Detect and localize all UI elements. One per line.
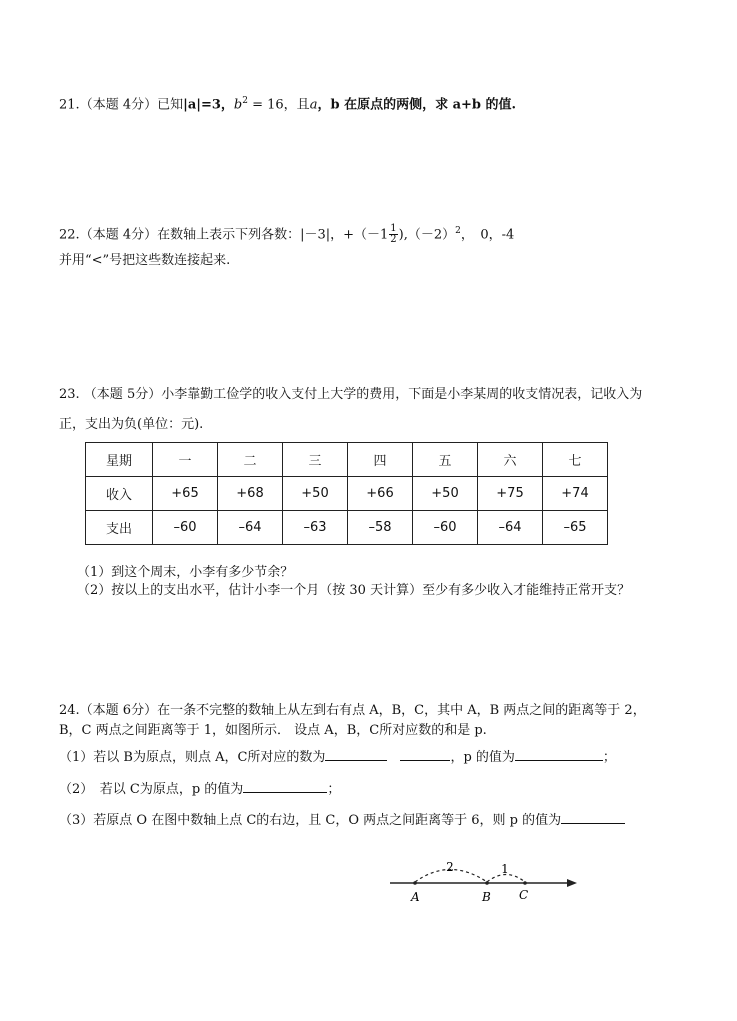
q22-number: 22. bbox=[59, 227, 80, 243]
table-cell: –60 bbox=[413, 511, 478, 545]
q24-sub3 bbox=[59, 809, 625, 832]
q24-line2: B，C 两点之间距离等于 1，如图所示． 设点 A，B，C所对应数的和是 p. bbox=[59, 723, 487, 738]
table-cell: 星期 bbox=[86, 443, 153, 477]
point-a bbox=[413, 881, 417, 885]
q22-items-b: ),（－2） bbox=[398, 227, 456, 243]
answer-blank-p2[interactable] bbox=[243, 778, 327, 793]
q23-line1: 23. （本题 5分）小李靠勤工俭学的收入支付上大学的费用，下面是小李某周的收支情况表，记收入为 bbox=[59, 387, 643, 402]
table-cell: +66 bbox=[348, 477, 413, 511]
q22-frac-numerator: 1 bbox=[390, 223, 397, 235]
q24-sub2-text: （2） 若以 C为原点，p 的值为 bbox=[59, 782, 244, 797]
table-cell: 二 bbox=[218, 443, 283, 477]
q21-number: 21. bbox=[59, 97, 80, 113]
answer-blank-p3[interactable] bbox=[561, 809, 625, 824]
table-cell: +68 bbox=[218, 477, 283, 511]
table-cell: –64 bbox=[478, 511, 543, 545]
table-cell: 三 bbox=[283, 443, 348, 477]
q24-sub3-text: （3）若原点 O 在图中数轴上点 C的右边，且 C，O 两点之间距离等于 6，则 p 的值为 bbox=[59, 813, 562, 828]
table-row-header bbox=[86, 443, 608, 477]
q22-line2: 并用“<”号把这些数连接起来. bbox=[59, 253, 231, 268]
q23-table bbox=[85, 442, 608, 545]
table-cell: –58 bbox=[348, 511, 413, 545]
table-cell: +65 bbox=[153, 477, 218, 511]
arrow-right-icon bbox=[567, 879, 577, 887]
q22-fraction bbox=[389, 224, 397, 245]
table-cell: 收入 bbox=[86, 477, 153, 511]
q24-line1: 24.（本题 6分）在一条不完整的数轴上从左到右有点 A，B，C，其中 A，B 两点之间的距离等于 2， bbox=[59, 703, 646, 718]
number-line-figure bbox=[385, 855, 585, 905]
table-cell: –63 bbox=[283, 511, 348, 545]
q24-sub2-end: ； bbox=[327, 782, 341, 797]
q24-sub1-p-text: ，p 的值为 bbox=[450, 750, 515, 765]
q22-items-a: |－3|，+（－1 bbox=[300, 227, 389, 243]
table-cell: 四 bbox=[348, 443, 413, 477]
label-a: A bbox=[411, 890, 420, 904]
table-cell: –65 bbox=[543, 511, 608, 545]
q23-sub1: （1）到这个周末，小李有多少节余？ bbox=[77, 565, 294, 580]
q22-items-c: ， 0，-4 bbox=[460, 227, 515, 243]
q21-points: （本题 4分）已知 bbox=[79, 97, 184, 113]
answer-blank-a[interactable] bbox=[325, 746, 387, 761]
point-c bbox=[523, 881, 527, 885]
q24-sub2 bbox=[59, 778, 340, 801]
q21-condition-b2: = 16，且 bbox=[247, 97, 310, 113]
q23-sub2: （2）按以上的支出水平，估计小李一个月（按 30 天计算）至少有多少收入才能维持正常开支？ bbox=[77, 583, 631, 598]
point-b bbox=[485, 881, 489, 885]
q22-exponent: 2 bbox=[455, 226, 461, 236]
q21-condition-abs-a: |a|=3， bbox=[183, 97, 234, 113]
label-b: B bbox=[482, 890, 491, 904]
q21-exponent: 2 bbox=[242, 96, 248, 106]
table-cell: –60 bbox=[153, 511, 218, 545]
q21-rest: ，b 在原点的两侧，求 a+b 的值. bbox=[317, 97, 517, 113]
table-cell: +50 bbox=[283, 477, 348, 511]
answer-blank-c[interactable] bbox=[400, 746, 450, 761]
table-cell: +74 bbox=[543, 477, 608, 511]
table-cell: 一 bbox=[153, 443, 218, 477]
q24-sub1-text: （1）若以 B为原点，则点 A，C所对应的数为 bbox=[59, 750, 326, 765]
table-cell: 支出 bbox=[86, 511, 153, 545]
table-cell: 五 bbox=[413, 443, 478, 477]
q24-sub1-end: ； bbox=[602, 750, 616, 765]
q21-a-var: a bbox=[309, 97, 318, 113]
label-c: C bbox=[519, 888, 529, 902]
dist-bc-label: 1 bbox=[501, 862, 509, 876]
q22-frac-denominator: 2 bbox=[390, 234, 397, 246]
q21-b-var: b bbox=[233, 97, 243, 113]
table-row-expense bbox=[86, 511, 608, 545]
answer-blank-p1[interactable] bbox=[515, 746, 603, 761]
table-cell: +75 bbox=[478, 477, 543, 511]
q22-points: （本题 4分）在数轴上表示下列各数： bbox=[79, 227, 301, 243]
table-row-income bbox=[86, 477, 608, 511]
question-21 bbox=[59, 90, 697, 116]
table-cell: 七 bbox=[543, 443, 608, 477]
q23-line2: 正，支出为负(单位：元). bbox=[59, 417, 204, 432]
table-cell: 六 bbox=[478, 443, 543, 477]
question-22 bbox=[59, 220, 697, 246]
dist-ab-label: 2 bbox=[446, 860, 454, 874]
table-cell: +50 bbox=[413, 477, 478, 511]
q24-sub1 bbox=[59, 746, 616, 769]
table-cell: –64 bbox=[218, 511, 283, 545]
